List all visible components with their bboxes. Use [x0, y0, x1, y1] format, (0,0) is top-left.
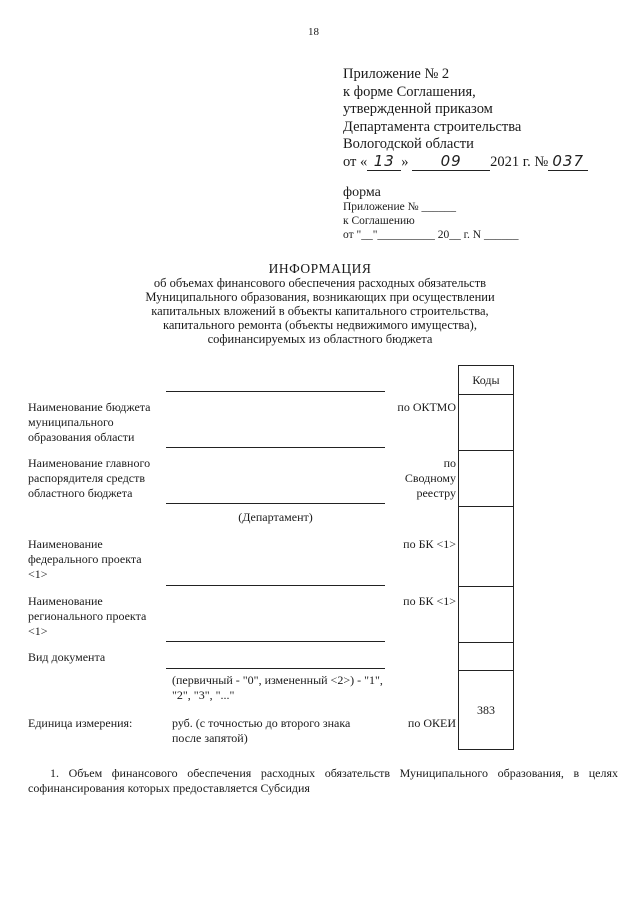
paragraph-text: 1. Объем финансового обеспечения расходных обязательств Муниципального образования, в целях софинансирования которых предоставляется Субсидия [28, 766, 618, 795]
codes-header: Коды [459, 366, 514, 395]
title-line: капитального ремонта (объекты недвижимого имущества), [163, 318, 477, 332]
field-underline [166, 503, 385, 504]
page-number: 18 [308, 26, 319, 38]
form-to-agreement: к Соглашению [343, 215, 415, 227]
label-bk-regional: по БК <1> [403, 594, 456, 608]
date-number-handwritten: 037 [552, 151, 584, 170]
date-day-field [367, 151, 401, 171]
appendix-line: Вологодской области [343, 136, 474, 152]
appendix-line: утвержденной приказом [343, 101, 493, 117]
field-underline [166, 391, 385, 392]
appendix-line: к форме Соглашения, [343, 83, 476, 100]
svod-line: Сводному [404, 471, 456, 485]
code-cell-bk-federal [459, 507, 514, 587]
date-month-handwritten: 09 [440, 151, 462, 170]
field-underline [166, 447, 385, 448]
department-caption: (Департамент) [238, 510, 313, 524]
date-month-field [412, 151, 490, 171]
label-bk-federal: по БК <1> [403, 537, 456, 551]
code-cell-okei: 383 [459, 671, 514, 750]
date-prefix: от « [343, 153, 368, 170]
code-cell-bk-regional [459, 587, 514, 643]
form-appendix-block [343, 186, 519, 242]
field-underline [166, 641, 385, 642]
svod-line: по [443, 456, 456, 470]
date-day-handwritten: 13 [373, 151, 395, 170]
svod-line: реестру [416, 486, 456, 500]
paragraph-1 [28, 766, 618, 796]
title-heading: ИНФОРМАЦИЯ [268, 261, 372, 276]
form-appendix-number: Приложение № ______ [343, 201, 456, 213]
doc-type-hint: (первичный - "0", измененный <2>) - "1", "2", "3", "..." [172, 673, 383, 702]
codes-table [458, 365, 514, 750]
form-date-template: от "__"__________ 20__ г. N ______ [343, 229, 519, 241]
forma-label: форма [343, 185, 381, 200]
label-okei: по ОКЕИ [407, 716, 456, 730]
unit-value: руб. (с точностью до второго знака после запятой) [172, 716, 351, 745]
label-svod-reestr [380, 456, 456, 501]
date-year: 2021 г. № [490, 153, 549, 170]
title-line: капитальных вложений в объекты капитального строительства, [151, 304, 489, 318]
field-underline [166, 585, 385, 586]
code-cell-oktmo [459, 395, 514, 451]
document-title [0, 262, 640, 346]
date-number-field [548, 151, 588, 171]
label-doc-type: Вид документа [28, 650, 106, 664]
appendix-header [343, 66, 588, 171]
label-federal-project: Наименование федерального проекта <1> [28, 537, 142, 581]
appendix-date-line [343, 151, 588, 172]
title-line: об объемах финансового обеспечения расходных обязательств [153, 276, 487, 290]
field-underline [166, 668, 385, 669]
code-cell-doc-type [459, 643, 514, 671]
label-budget-name: Наименование бюджета муниципального образования области [28, 400, 151, 444]
title-line: Муниципального образования, возникающих при осуществлении [145, 290, 495, 304]
appendix-line: Департамента строительства [343, 118, 522, 135]
title-line: софинансируемых из областного бюджета [207, 332, 433, 346]
label-oktmo: по ОКТМО [397, 400, 456, 414]
label-regional-project: Наименование регионального проекта <1> [28, 594, 147, 638]
date-mid: » [401, 153, 409, 170]
code-cell-svod [459, 451, 514, 507]
label-unit: Единица измерения: [28, 716, 133, 730]
label-main-manager: Наименование главного распорядителя средств областного бюджета [28, 456, 151, 500]
appendix-line: Приложение № 2 [343, 66, 450, 82]
